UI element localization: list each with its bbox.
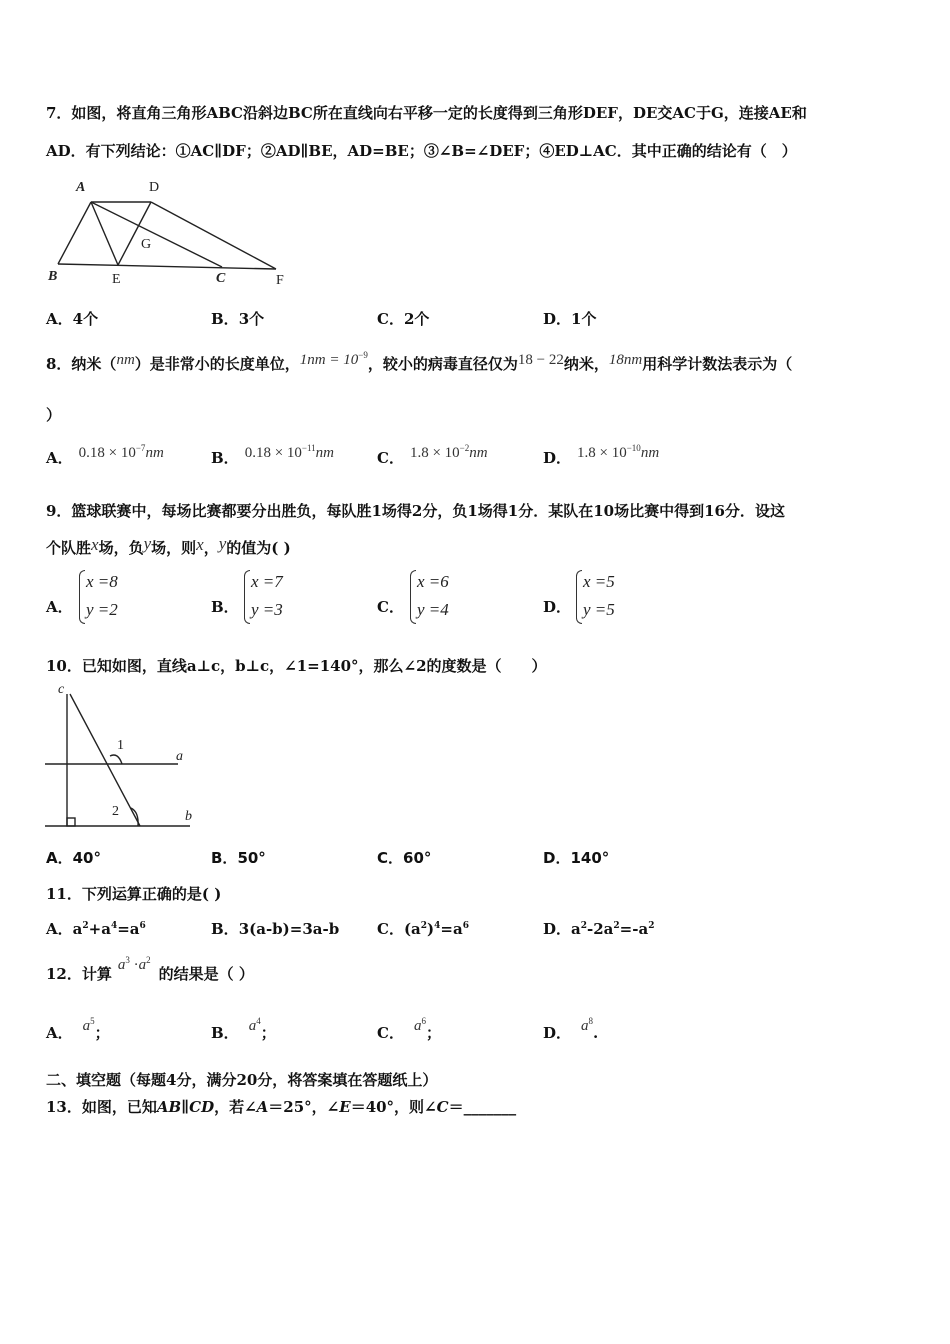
q9-option-b-system[interactable]: x =7 y =3 (244, 568, 283, 624)
q7-option-b[interactable]: B．3个 (211, 310, 265, 328)
q10-stem: 10．已知如图，直线a⊥c，b⊥c，∠1=140°，那么∠2的度数是（ ） (46, 657, 547, 675)
q9-option-a-system[interactable]: x =8 y =2 (79, 568, 118, 624)
q7-label-E: E (112, 272, 121, 287)
q12-option-a[interactable]: A． $a^5$； (46, 1016, 110, 1042)
q10-right-angle-mark (67, 818, 75, 826)
q8-option-c[interactable]: C． $1.8 \times 10^{-2}nm$ (377, 443, 488, 467)
q10-option-c[interactable]: C．60° (377, 849, 432, 867)
q7-option-c[interactable]: C．2个 (377, 310, 430, 328)
q9-option-d-key[interactable]: D． (543, 598, 572, 616)
q9-stem-line1: 9．篮球联赛中，每场比赛都要分出胜负，每队胜1场得2分，负1场得1分．某队在10场比赛中得到16分．设这 (46, 502, 785, 520)
q9-option-c-key[interactable]: C． (377, 598, 404, 616)
q7-label-A: A (76, 180, 86, 195)
q10-angle-1-arc (110, 755, 122, 764)
q11-option-c[interactable]: C．$(a^2)^4=a^6$ (377, 920, 469, 938)
q13-stem: 13．如图，已知AB∥CD，若∠A＝25°，∠E＝40°，则∠C＝_______ (46, 1098, 517, 1116)
q8-option-d[interactable]: D． $1.8 \times 10^{-10}nm$ (543, 443, 660, 467)
q12-option-b[interactable]: B． $a^4$； (211, 1016, 276, 1042)
q13-answer-blank[interactable]: ＝_______ (448, 1098, 517, 1116)
q10-label-2: 2 (112, 804, 119, 819)
q12-option-c[interactable]: C． $a^6$； (377, 1016, 441, 1042)
section2-title: 二、填空题（每题4分，满分20分，将答案填在答题纸上） (46, 1071, 438, 1089)
q10-label-c: c (58, 682, 65, 697)
q9-option-c-system[interactable]: x =6 y =4 (410, 568, 449, 624)
q7-seg-DE (118, 202, 151, 265)
q7-label-D: D (149, 180, 160, 195)
q12-option-d[interactable]: D． $a^8$. (543, 1016, 599, 1042)
q7-stem-line1: 7．如图，将直角三角形ABC沿斜边BC所在直线向右平移一定的长度得到三角形DEF，DE交AC于G，连接AE和 (46, 104, 807, 122)
q10-figure (40, 680, 200, 830)
q7-label-F: F (276, 273, 284, 288)
q8-stem-line2: ） (46, 406, 62, 424)
q7-label-C: C (216, 271, 226, 286)
q10-option-d[interactable]: D．140° (543, 849, 610, 867)
q11-option-b[interactable]: B．3(a-b)=3a-b (211, 920, 340, 938)
q11-option-d[interactable]: D．$a^2-2a^2=-a^2$ (543, 920, 655, 938)
q8-option-a[interactable]: A． $0.18 \times 10^{-7}nm$ (46, 443, 164, 467)
q7-seg-BF (58, 264, 276, 269)
q11-option-a[interactable]: A．$a^2+a^4=a^6$ (46, 920, 146, 938)
q7-figure (44, 174, 294, 290)
q7-seg-BA (58, 202, 91, 264)
q9-stem-line2: 个队胜x场，负y场，则x，y的值为( ) (46, 534, 291, 557)
q8-stem-line1: 8．纳米（nm）是非常小的长度单位，$1nm = 10^{-9}$，较小的病毒直径仅为18 − 22纳米，18nm用科学计数法表示为（ (46, 350, 793, 373)
q10-option-b[interactable]: B．50° (211, 849, 266, 867)
q10-option-a[interactable]: A．40° (46, 849, 101, 867)
q9-option-a-key[interactable]: A． (46, 598, 73, 616)
q11-stem: 11．下列运算正确的是( ) (46, 885, 222, 903)
q9-option-d-system[interactable]: x =5 y =5 (576, 568, 615, 624)
q9-option-b-key[interactable]: B． (211, 598, 239, 616)
q7-label-B: B (48, 269, 58, 284)
q7-option-d[interactable]: D．1个 (543, 310, 597, 328)
q7-option-a[interactable]: A．4个 (46, 310, 99, 328)
q10-label-a: a (176, 749, 183, 764)
q10-label-b: b (185, 809, 192, 824)
q7-label-G: G (141, 237, 152, 252)
q7-seg-AC (91, 202, 222, 267)
q8-option-b[interactable]: B． $0.18 \times 10^{-11}nm$ (211, 443, 334, 467)
q7-stem-line2: AD．有下列结论：①AC∥DF；②AD∥BE，AD=BE；③∠B=∠DEF；④ED⊥AC．其中正确的结论有（ ） (46, 142, 797, 160)
q12-stem: 12．计算 $a^3 \cdot a^2$的结果是（ ） (46, 955, 254, 983)
q10-transversal (70, 694, 140, 826)
q10-label-1: 1 (117, 738, 124, 753)
q7-seg-DF (151, 202, 276, 269)
q7-seg-AE (91, 202, 118, 265)
